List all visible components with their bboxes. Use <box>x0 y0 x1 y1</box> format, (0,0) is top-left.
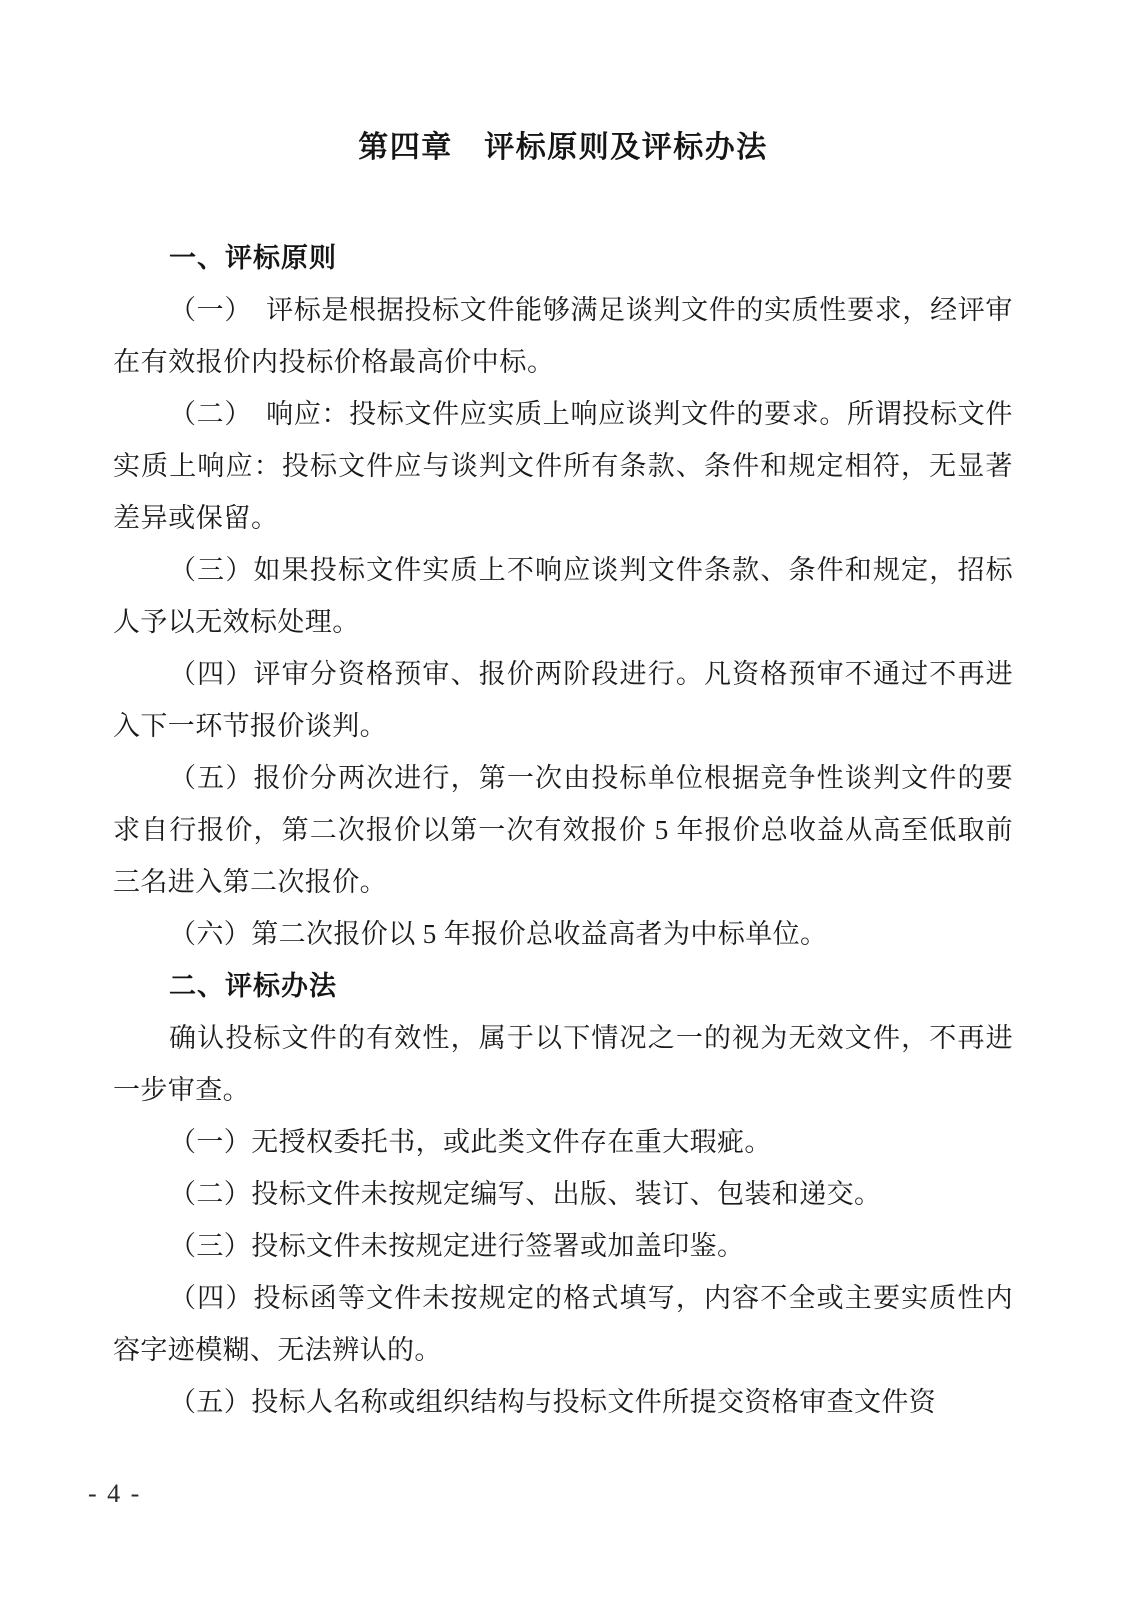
paragraph-method-3: （三）投标文件未按规定进行签署或加盖印鉴。 <box>169 1231 745 1261</box>
page-title: 第四章 评标原则及评标办法 <box>358 131 768 164</box>
paragraph-principle-5: （五）报价分两次进行，第一次由投标单位根据竞争性谈判文件的要求自行报价，第二次报价以第一次有效报价 5 年报价总收益从高至低取前三名进入第二次报价。 <box>113 763 1013 897</box>
section-heading-evaluation-method: 二、评标办法 <box>169 971 337 1001</box>
paragraph-principle-2: （二） 响应：投标文件应实质上响应谈判文件的要求。所谓投标文件实质上响应：投标文件应与谈判文件所有条款、条件和规定相符，无显著差异或保留。 <box>113 399 1013 533</box>
paragraph-method-2: （二）投标文件未按规定编写、出版、装订、包装和递交。 <box>169 1179 882 1209</box>
paragraph-principle-3: （三）如果投标文件实质上不响应谈判文件条款、条件和规定，招标人予以无效标处理。 <box>113 555 1013 637</box>
paragraph-method-1: （一）无授权委托书，或此类文件存在重大瑕疵。 <box>169 1127 772 1157</box>
paragraph-method-4: （四）投标函等文件未按规定的格式填写，内容不全或主要实质性内容字迹模糊、无法辨认的。 <box>113 1283 1013 1365</box>
document-body <box>113 232 1013 1428</box>
paragraph-principle-6: （六）第二次报价以 5 年报价总收益高者为中标单位。 <box>169 919 828 949</box>
page-number: - 4 - <box>88 1479 142 1508</box>
paragraph-method-intro: 确认投标文件的有效性，属于以下情况之一的视为无效文件，不再进一步审查。 <box>113 1023 1013 1105</box>
section-heading-evaluation-principles: 一、评标原则 <box>169 243 337 273</box>
paragraph-principle-4: （四）评审分资格预审、报价两阶段进行。凡资格预审不通过不再进入下一环节报价谈判。 <box>113 659 1013 741</box>
paragraph-method-5: （五）投标人名称或组织结构与投标文件所提交资格审查文件资 <box>169 1387 937 1417</box>
paragraph-principle-1: （一） 评标是根据投标文件能够满足谈判文件的实质性要求，经评审在有效报价内投标价格最高价中标。 <box>113 295 1013 377</box>
